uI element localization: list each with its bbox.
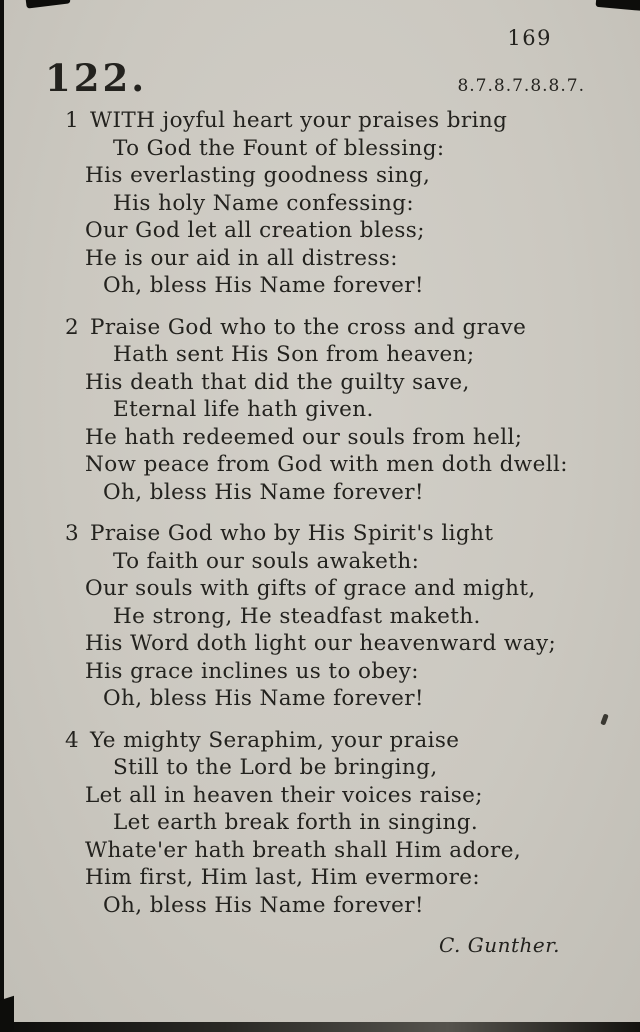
verse-line: He is our aid in all distress: [85,245,398,271]
verse-line: Him first, Him last, Him evermore: [85,865,481,890]
verse-line: His Word doth light our heavenward way; [85,631,557,656]
verse-line: Our souls with gifts of grace and might, [85,576,536,601]
verse-line: His holy Name confessing: [113,190,415,216]
verse-line: To God the Fount of blessing: [113,135,445,161]
verse-line: Let earth break forth in singing. [113,810,479,835]
verse-line: He hath redeemed our souls from hell; [85,424,523,450]
scan-artifact-top-right [596,0,640,11]
verse-number: 4 [65,727,80,753]
verse-line [65,727,640,755]
verse-number: 3 [65,521,80,546]
hymn-header [45,56,640,100]
verse-line: Eternal life hath given. [113,397,374,422]
verse-line: His grace inclines us to obey: [85,658,419,684]
verse-line [65,314,640,342]
scan-artifact-bottom-edge [0,1022,640,1032]
scan-artifact-top-left [25,0,70,9]
verse-1 [65,107,640,300]
verse-line-text: WITH joyful heart your praises bring [90,108,508,133]
verse-line-text: Praise God who by His Spirit's light [90,521,494,546]
verse-line: Whate'er hath breath shall Him adore, [85,837,522,863]
verse-line: Oh, bless His Name forever! [103,273,424,298]
verse-number: 2 [65,314,80,340]
verse-line-text: Ye mighty Seraphim, your praise [90,727,460,753]
verse-3 [65,520,640,713]
verse-line-text: Praise God who to the cross and grave [90,314,527,340]
verse-line: Still to the Lord be bringing, [113,755,438,780]
verse-line: His everlasting goodness sing, [85,163,431,188]
verse-line: Our God let all creation bless; [85,218,425,243]
verse-4 [65,727,640,920]
verse-line: Let all in heaven their voices raise; [85,782,483,808]
verse-line: To faith our souls awaketh: [113,548,420,574]
verse-line: He strong, He steadfast maketh. [113,603,481,629]
page-number: 169 [507,26,552,50]
verse-line [65,520,640,548]
author-attribution: C. Gunther. [438,933,560,957]
hymn-meter: 8.7.8.7.8.8.7. [457,76,585,96]
verse-number: 1 [65,108,80,133]
verse-2 [65,314,640,507]
verse-line: His death that did the guilty save, [85,369,470,395]
scan-artifact-bottom-left [0,996,14,1032]
scan-artifact-left-edge [0,0,4,1014]
verse-line: Oh, bless His Name forever! [103,892,424,918]
hymn-number: 122. [45,56,148,100]
verse-line: Oh, bless His Name forever! [103,479,424,505]
verse-line: Now peace from God with men doth dwell: [85,452,568,477]
verse-line: Oh, bless His Name forever! [103,686,424,711]
scan-artifact-right-speck [600,713,608,725]
verse-line: Hath sent His Son from heaven; [113,342,475,367]
verse-line [65,107,640,135]
